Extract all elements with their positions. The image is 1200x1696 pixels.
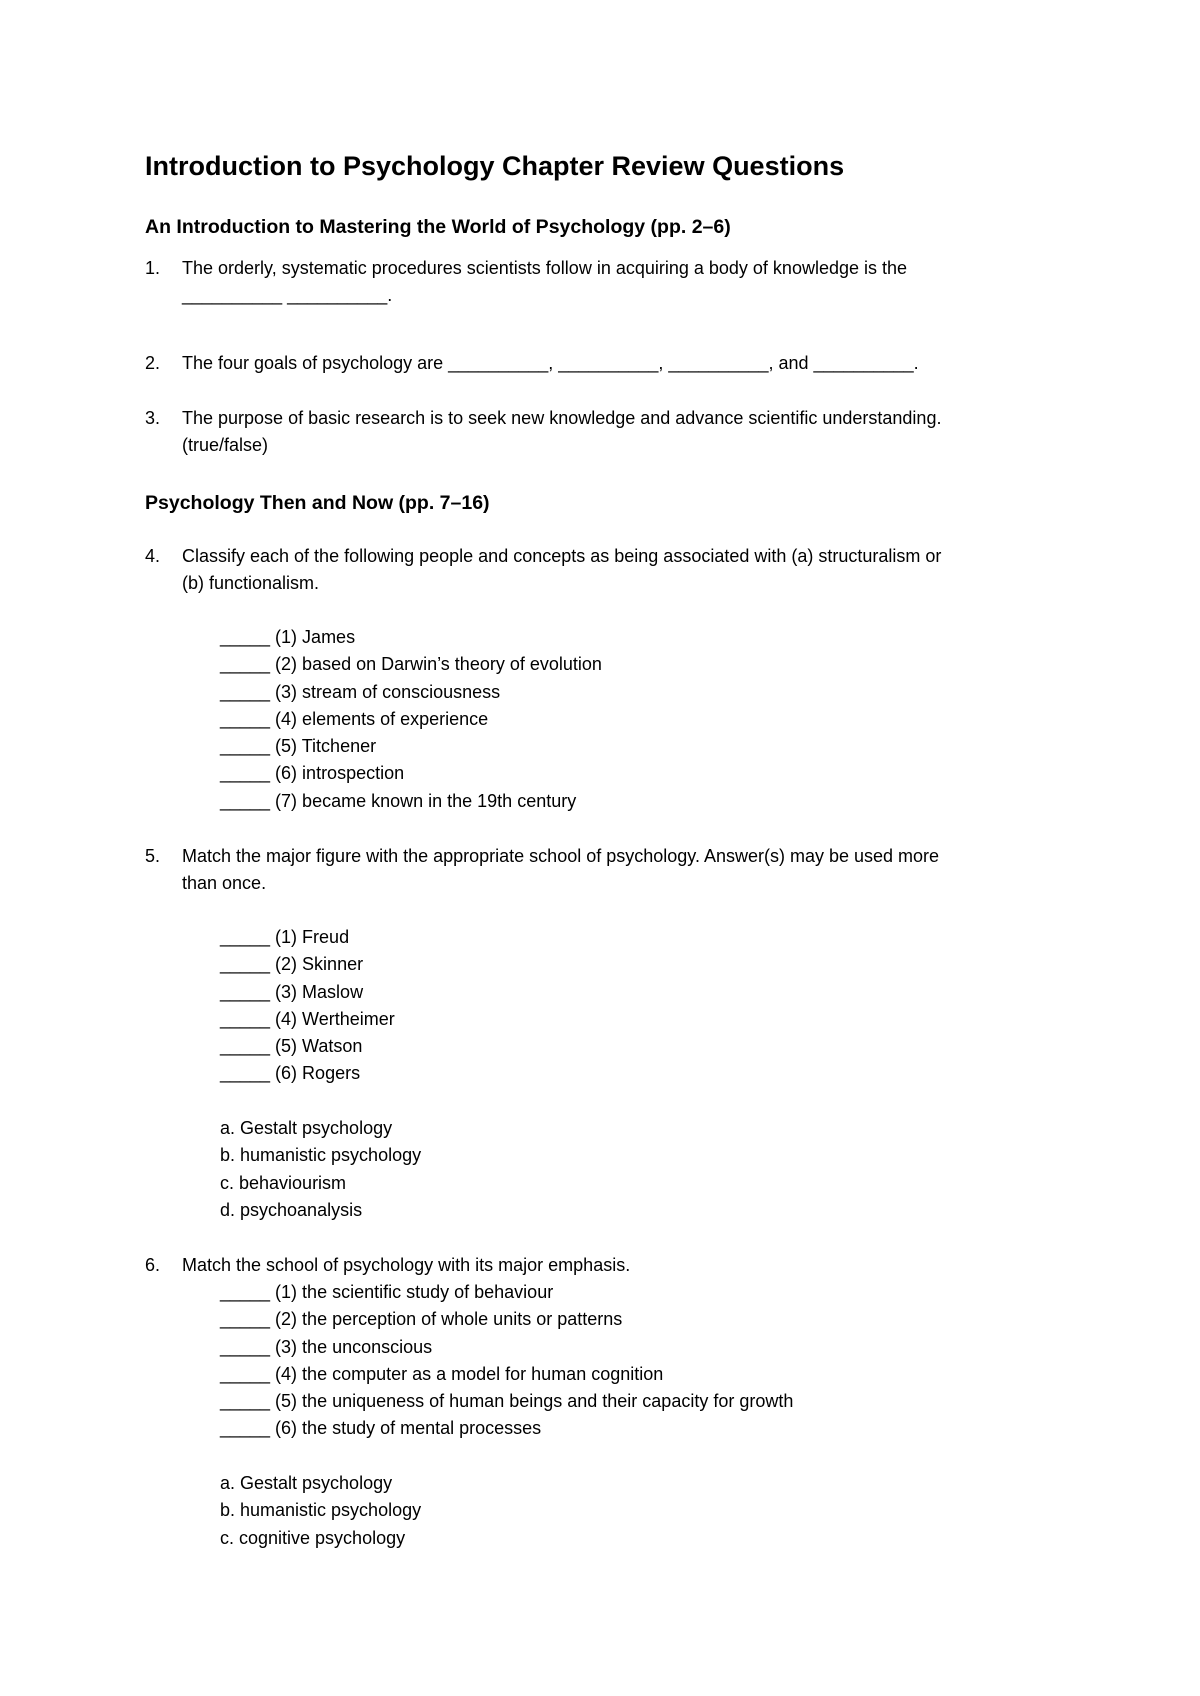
question-6 — [145, 1252, 1075, 1279]
question-6-options — [220, 1470, 421, 1552]
question-number: 5. — [145, 846, 161, 866]
list-item: _____ (2) the perception of whole units or patterns — [220, 1309, 623, 1330]
list-item: _____ (2) Skinner — [220, 954, 364, 975]
list-item: _____ (3) stream of consciousness — [220, 681, 501, 702]
page-title: Introduction to Psychology Chapter Review Questions — [145, 151, 845, 181]
question-text-continued: (true/false) — [182, 435, 269, 455]
question-text: Match the school of psychology with its major emphasis. — [182, 1255, 631, 1275]
question-4 — [145, 543, 1075, 597]
answer-option: c. behaviourism — [220, 1172, 347, 1193]
list-item: _____ (4) the computer as a model for human cognition — [220, 1363, 664, 1384]
question-number: 1. — [145, 258, 161, 278]
section-heading-introduction: An Introduction to Mastering the World of Psychology (pp. 2–6) — [145, 216, 731, 238]
question-4-items — [220, 624, 602, 815]
list-item: _____ (1) Freud — [220, 927, 350, 947]
question-text-continued: than once. — [182, 873, 267, 893]
list-item: _____ (2) based on Darwin’s theory of evolution — [220, 654, 602, 675]
answer-option: d. psychoanalysis — [220, 1199, 363, 1220]
question-text: The orderly, systematic procedures scientists follow in acquiring a body of knowledge is the — [182, 258, 908, 278]
list-item: _____ (3) Maslow — [220, 981, 364, 1002]
answer-option: a. Gestalt psychology — [220, 1118, 393, 1138]
question-3 — [145, 405, 1075, 459]
answer-option: b. humanistic psychology — [220, 1500, 422, 1521]
list-item: _____ (6) introspection — [220, 763, 405, 784]
question-number: 3. — [145, 408, 161, 428]
question-5-items — [220, 924, 395, 1088]
answer-option: b. humanistic psychology — [220, 1145, 422, 1166]
list-item: _____ (7) became known in the 19th century — [220, 790, 577, 811]
question-text: The four goals of psychology are __________, __________, __________, and __________. — [182, 353, 919, 373]
list-item: _____ (1) James — [220, 627, 356, 647]
answer-option: a. Gestalt psychology — [220, 1473, 393, 1493]
question-number: 2. — [145, 353, 161, 373]
list-item: _____ (6) Rogers — [220, 1063, 361, 1084]
list-item: _____ (1) the scientific study of behaviour — [220, 1282, 554, 1302]
list-item: _____ (5) Titchener — [220, 736, 377, 757]
question-text-continued: (b) functionalism. — [182, 573, 320, 593]
answer-option: c. cognitive psychology — [220, 1527, 406, 1548]
question-5-options — [220, 1115, 421, 1224]
list-item: _____ (5) the uniqueness of human beings and their capacity for growth — [220, 1391, 794, 1412]
list-item: _____ (5) Watson — [220, 1036, 363, 1057]
question-2 — [145, 350, 1075, 377]
question-6-items — [220, 1279, 793, 1443]
list-item: _____ (4) Wertheimer — [220, 1008, 395, 1029]
question-text: Classify each of the following people and concepts as being associated with (a) structuralism or — [182, 546, 942, 566]
question-text: Match the major figure with the appropriate school of psychology. Answer(s) may be used more — [182, 846, 940, 866]
question-text: The purpose of basic research is to seek new knowledge and advance scientific understanding. — [182, 408, 942, 428]
list-item: _____ (3) the unconscious — [220, 1336, 433, 1357]
list-item: _____ (4) elements of experience — [220, 708, 489, 729]
question-5 — [145, 843, 1075, 897]
question-number: 6. — [145, 1255, 161, 1275]
section-heading-then-and-now: Psychology Then and Now (pp. 7–16) — [145, 492, 490, 514]
list-item: _____ (6) the study of mental processes — [220, 1418, 542, 1439]
question-number: 4. — [145, 546, 161, 566]
question-1 — [145, 255, 1075, 309]
question-text-continued: __________ __________. — [182, 285, 393, 305]
